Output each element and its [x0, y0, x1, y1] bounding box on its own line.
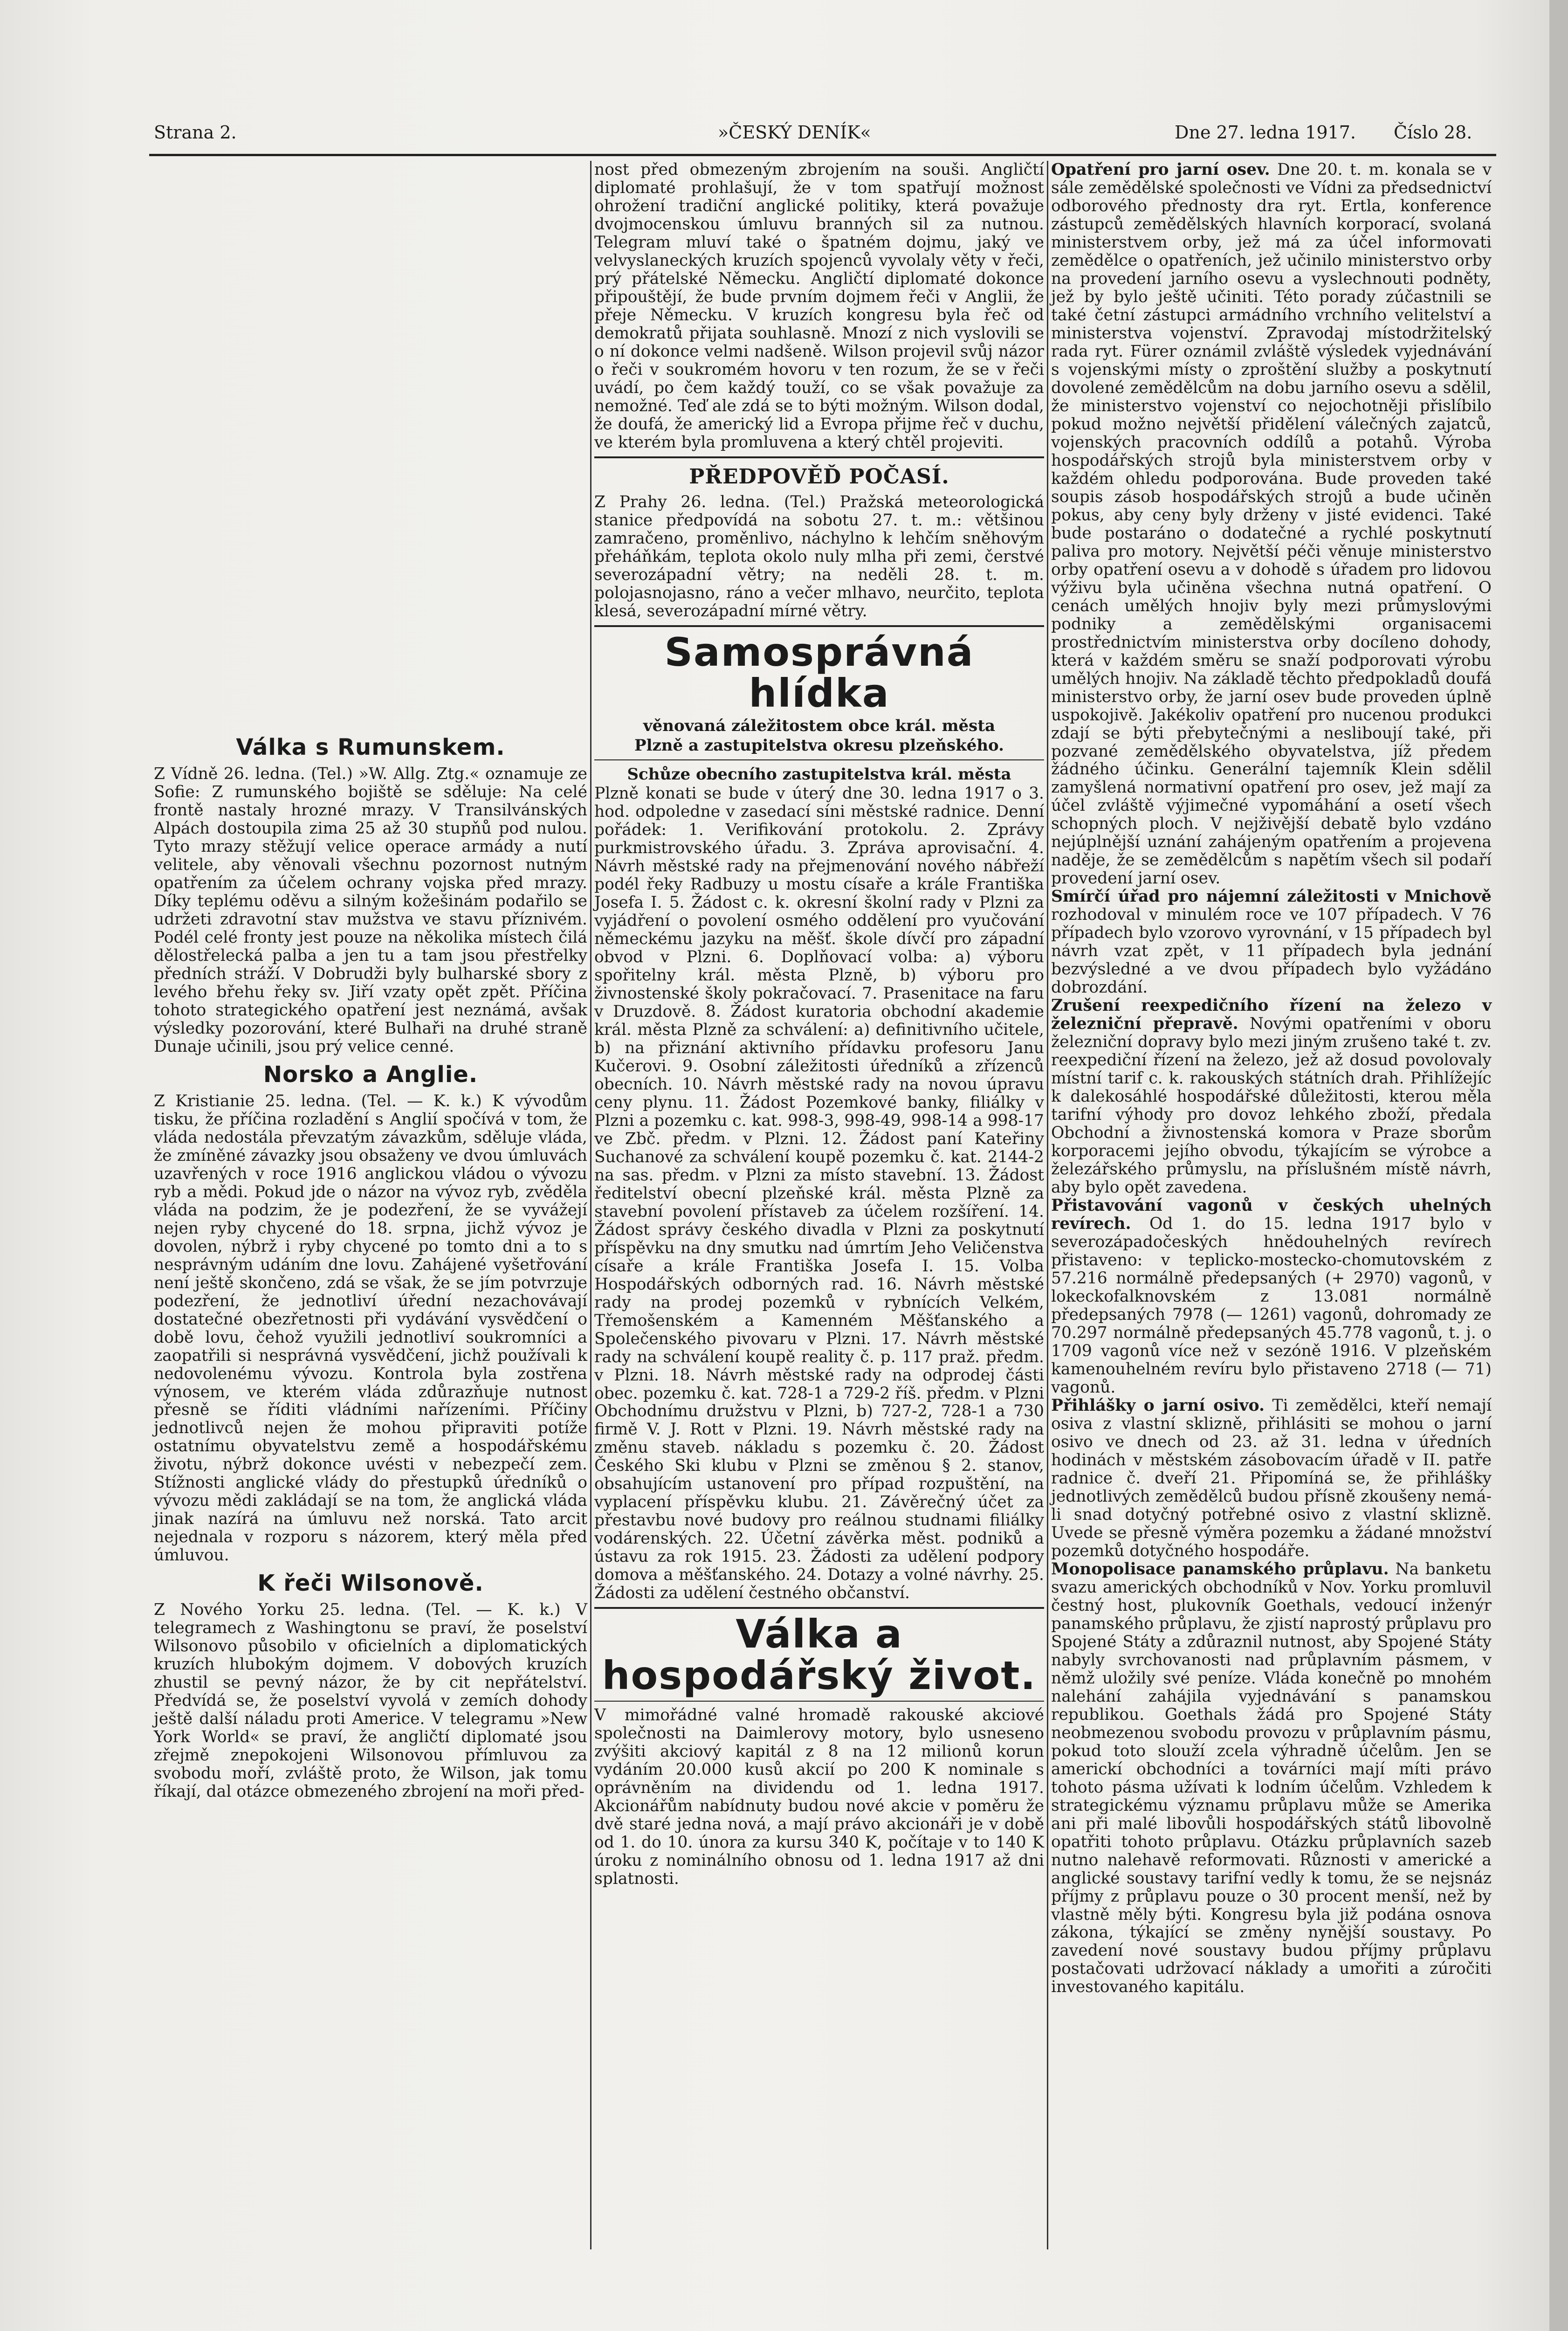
- news-item: [1051, 1397, 1492, 1560]
- news-item: [1051, 997, 1492, 1197]
- section-rule: [594, 1701, 1044, 1702]
- meeting-agenda: Plzně konati se bude v úterý dne 30. ledna 1917 o 3. hod. odpoledne v zasedací síni městské radnice. Denní pořádek: 1. Verifikování protokolu. 2. Zprávy purkmistrovského úřadu. 3. Zpráva aprovisační. 4. Návrh městské rady na přejmenování nového nábřeží podél řeky Radbuzy u mostu císaře a krále Františka Josefa I. 5. Žádost c. k. okresní školní rady v Plzni za vyjádření o povolení osmého oddělení pro vyučování německému jazyku na měšť. škole dívčí pro západní obvod v Plzni. 6. Doplňovací volba: a) výboru spořitelny král. města Plzně, b) výboru pro živnostenské školy pokračovací. 7. Prasenitace na faru v Druzdově. 8. Žádost kuratoria obchodní akademie král. města Plzně za schválení: a) definitivního učitele, b) na přiznání aktivního přídavku profesoru Janu Kučerovi. 9. Osobní záležitosti úředníků a zřízenců obecních. 10. Návrh městské rady na novou úpravu ceny plynu. 11. Žádost Pozemkové banky, filiálky v Plzni a pozemku c. kat. 998-3, 998-49, 998-14 a 998-17 ve Zbč. předm. v Plzni. 12. Žádost paní Kateřiny Suchanové za schválení koupě pozemku č. kat. 2144-2 na sas. předm. v Plzni za místo stavební. 13. Žádost ředitelství obecní plzeňské král. města Plzně za stavební povolení přístaveb za účelem rozšíření. 14. Žádost správy českého divadla v Plzni za poskytnutí příspěvku na dny smutku nad úmrtím Jeho Veličenstva císaře a krále Františka Josefa I. 15. Volba Hospodářských odborných rad. 16. Návrh městské rady na prodej pozemků v rybnících Velkém, Třemošenském a Kamenném Měšťanského a Společenského pivovaru v Plzni. 17. Návrh městské rady na schválení koupě reality č. p. 117 praž. předm. v Plzni. 18. Návrh městské rady na odprodej části obec. pozemku č. kat. 728-1 a 729-2 říš. předm. v Plzni Obchodnímu družstvu v Plzni, b) 727-2, 728-1 a 730 firmě V. J. Rott v Plzni. 19. Návrh městské rady na změnu staveb. nákladu s pozemku č. 20. Žádost Českého Ski klubu v Plzni se změnou § 2. stanov, obsahujícím ustanovení pro případ rozpuštění, na vyplacení příspěvku klubu. 21. Závěrečný účet za přestavbu nové budovy pro reálnou studnami filiálky vodárenských. 22. Účetní závěrka měst. podniků a ústavu za rok 1915. 23. Žádosti za udělení podpory domova a měšťanského. 24. Dotazy a volné návrhy. 25. Žádosti za udělení čestného občanství.: [594, 784, 1045, 1603]
- news-item-lead: Přihlášky o jarní osivo.: [1051, 1396, 1265, 1415]
- section-subtitle: věnovaná záležitostem obce král. města: [643, 717, 996, 736]
- column-rule-left: [590, 161, 591, 2249]
- column-middle: [594, 161, 1044, 2253]
- news-item-text: Na banketu svazu amerických obchodníků v Nov. Yorku promluvil čestný host, plukovník Goethals, vedoucí inženýr panamského průplavu, že zjistí naprostý průplavu pro Spojené Státy a zdůraznil nutnost, aby Spojené Státy nabyly svrchovanosti nad průplavním pásmem, v němž uložily své peníze. Vláda konečně po mnohém nalehání zahájila vyjednávání s panamskou republikou. Goethals žádá pro Spojené Státy neobmezenou svobodu provozu v průplavním pásmu, pokud toto slouží zcela výhradně účelům. Jen se americkí obchodníci a továrníci mají míti právo tohoto pásma užívati k lodním účelům. Vzhledem k strategickému významu průplavu může se Amerika ani při malé libovůli hospodářských států libovolně opatřiti tohoto průplavu. Otázku průplavních sazeb nutno nalehavě reformovati. Různosti v americké a anglické soustavy tarifní vedly k tomu, že se nejsnáz příjmy z průplavu pouze o 30 procent menší, než by vlastně měly býti. Kongresu byla již podána osnova zákona, týkající se změny nynější soustavy. Po zavedení nové soustavy budou příjmy průplavu postačovati udržovací náklady a umořiti a zúročiti investovaného kapitálu.: [1051, 1559, 1492, 1997]
- news-item-lead: Smírčí úřad pro nájemní záležitosti v Mnichově: [1051, 887, 1492, 906]
- weather-title: PŘEDPOVĚĎ POČASÍ.: [689, 464, 949, 489]
- section-subtitle: Plzně a zastupitelstva okresu plzeňského.: [634, 736, 1004, 755]
- article-title-rumunsko: Válka s Rumunskem.: [236, 734, 505, 760]
- issue-number: Číslo 28.: [1394, 122, 1472, 143]
- section-title-hlidka: Samosprávná hlídka: [664, 629, 974, 716]
- column-right: [1051, 161, 1492, 2253]
- header-rule: [149, 154, 1496, 156]
- article-body-wilson: Z Nového Yorku 25. ledna. (Tel. — K. k.) V telegramech z Washingtonu se praví, že poselství Wilsonovo působilo v oficielních a diplomatických kruzích hlubokým dojmem. V dobových kruzích zhustil se pevný názor, že by cit nepřátelství. Předvídá se, že poselství vyvolá v zemích dohody ještě další náladu proti Americe. V telegramu »New York World« se praví, že angličtí diplomaté jsou zřejmě znepokojeni Wilsonovou přímluvou za svobodu moří, zvláště proto, že Wilson, jak tomu říkají, dal otázce obmezeného zbrojení na moři před-: [154, 1600, 587, 1801]
- section-rule: [594, 625, 1044, 627]
- blank-area: [154, 161, 587, 729]
- section-rule: [594, 1607, 1044, 1609]
- page-header: [154, 122, 1492, 150]
- page-number: Strana 2.: [154, 122, 237, 143]
- issue-date: Dne 27. ledna 1917.: [1175, 122, 1356, 143]
- news-item-lead: Přistavování vagonů v českých uhelných revírech.: [1051, 1196, 1492, 1234]
- news-item: [1051, 1560, 1492, 1997]
- news-item-lead: Monopolisace panamského průplavu.: [1051, 1559, 1389, 1579]
- news-item-text: Dne 20. t. m. konala se v sále zemědělské společnosti ve Vídni za předsednictví odborového přednosty dra ryt. Ertla, konference zástupců zemědělských hlavních korporací, svolaná ministerstvem orby, jež má za účel informovati zemědělce o opatřeních, jež učinilo ministerstvo orby na provedení jarního osevu a vyslechnouti podněty, jež by bylo ještě učiniti. Této porady zúčastnili se také četní zástupci armádního vrchního velitelství a ministerstva vojenství. Zpravodaj místodržitelský rada ryt. Fürer oznámil zvláště výsledek vyjednávání s vojenskými místy o zproštění služby a poskytnutí dovolené zemědělcům na dobu jarního osevu a sdělil, že ministerstvo vojenství co nejochotněji přislíbilo pokud možno největší přidělení válečných zajatců, vojenských pracovních oddílů a potahů. Výroba hospodářských strojů byla ministerstvem orby v každém ohledu podporována. Bude proveden také soupis zásob hospodářských strojů a bude učiněn pokus, aby ceny byly drženy v jisté evidenci. Také bude postaráno o dodatečné a rychlé poskytnutí paliva pro motory. Největší péči věnuje ministerstvo orby opatření osevu a v dohodě s úřadem pro lidovou výživu byla učiněna všechna nutná opatření. O cenách umělých hnojiv byly mezi průmyslovými podniky a zemědělskými organisacemi prostřednictvím ministerstva orby docíleno dohody, která v každém směru se snaží podporovati výrobu umělých hnojiv. Na základě těchto předpokladů doufá ministerstvo orby, že jarní osev bude proveden úplně uspokojivě. Jakékoliv opatření pro nucenou produkci zdají se býti přebytečnými a nesliboují také, při pozvané zemědělského obyvatelstva, jíž předem žádného účinku. Generální tajemník Klein sdělil zamyšlená normativní opatření pro osev, jež mají za účel zvláště výjimečné vypomáhání a osetí všech schopných ploch. V nejživější debatě bylo vzdáno nejúplnější uznání zahájeným opatřením a projevena naděje, že se zemědělcům s napětím všech sil podaří provedení jarní osev.: [1051, 160, 1492, 888]
- article-title-norsko: Norsko a Anglie.: [263, 1061, 478, 1088]
- scan-edge: [1549, 0, 1568, 2331]
- news-item: [1051, 1197, 1492, 1397]
- news-item: [1051, 161, 1492, 888]
- article-body-norsko: Z Kristianie 25. ledna. (Tel. — K. k.) K vývodům tisku, že příčina rozladění s Anglií spočívá v tom, že vláda nedostála převzatým závazkům, sděluje vláda, že zmíněné závazky jsou obsaženy ve dvou úmluvách uzavřených v roce 1916 anglickou vládou o vývozu ryb a mědi. Pokud jde o názor na vývoz ryb, zvěděla vláda na podzim, že je podezření, že se vyvážejí nejen ryby chycené do 18. srpna, jichž vývoz je dovolen, nýbrž i ryby chycené po tomto dni a to s nesprávným udáním dne lovu. Zahájené vyšetřování není ještě skončeno, zdá se však, že se jím potvrzuje podezření, že jednotliví úřední nezachovávají dostatečné obezřetnosti při vydávání vysvědčení o době lovu, čehož využili jednotliví soukromníci a zaopatřili si nesprávná vysvědčení, jichž používali k nedovolenému vývozu. Kontrola byla zostřena výnosem, ve kterém vláda zdůrazňuje nutnost přesně se říditi vládními nařízeními. Příčiny jednotlivců nejen že mohou připraviti potíže ostatnímu obyvatelstvu země a hospodářskému životu, nýbrž dokonce uvésti v nebezpečí zem. Stížnosti anglické vlády do přestupků úředníků o vývozu mědi zakládají se na tom, že anglická vláda jinak nazírá na úmluvu než norská. Tato arcit nejednala v rozporu s názorem, který měla před úmluvou.: [154, 1091, 587, 1565]
- weather-body: Z Prahy 26. ledna. (Tel.) Pražská meteorologická stanice předpovídá na sobotu 27. t. m.: většinou zamračeno, proměnlivo, náchylno k lehčím sněhovým přeháňkám, teplota okolo nuly mlha při zemi, čerstvé severozápadní větry; na neděli 28. t. m. polojasnojasno, ráno a večer mlhavo, neurčito, teplota klesá, severozápadní mírné větry.: [594, 492, 1044, 621]
- article-body-daimler: V mimořádné valné hromadě rakouské akciové společnosti na Daimlerovy motory, bylo usneseno zvýšiti akciový kapitál z 8 na 12 milionů korun vydáním 20.000 kusů akcií po 200 K nominale s oprávněním na dividendu od 1. ledna 1917. Akcionářům nabídnuty budou nové akcie v poměru že dvě staré jedna nová, a mají právo akcionáři je v době od 1. do 10. února za kursu 340 K, počítaje v to 140 K úroku z nominálního obnosu od 1. ledna 1917 až dni splatnosti.: [594, 1705, 1044, 1888]
- article-body-wilson-cont: nost před obmezeným zbrojením na souši. Angličtí diplomaté prohlašují, že v tom spatřují možnost ohrožení tradiční anglické politiky, která považuje dvojmocenskou úmluvu branných sil za nutnou. Telegram mluví také o špatném dojmu, jaký ve velvyslaneckých kruzích spojenců vyvolaly věty v řeči, prý přátelské Německu. Angličtí diplomaté dokonce připouštějí, že bude prvním dojmem řeči v Anglii, že přeje Německu. V kruzích kongresu byla řeč od demokratů přijata souhlasně. Mnozí z nich vyslovili se o ní dokonce velmi nadšeně. Wilson projevil svůj názor o řeči v soukromém hovoru v ten rozum, že se v řeči uvádí, po čem každý touží, co se však považuje za nemožné. Teď ale zdá se to býti možným. Wilson dodal, že doufá, že americký lid a Evropa přijme řeč v duchu, ve kterém byla promluvena a který chtěl projeviti.: [594, 160, 1044, 452]
- meeting-heading: Schůze obecního zastupitelstva král. města: [627, 765, 1011, 784]
- news-item: [1051, 888, 1492, 997]
- news-item-text: Od 1. do 15. ledna 1917 bylo v severozápadočeských hnědouhelných revírech přistaveno: v teplicko-mostecko-chomutovském z 57.216 normálně předepsaných (+ 2970) vagonů, v lokeckofalknovském z 13.081 normálně předepsaných 7978 (— 1261) vagonů, dohromady ze 70.297 normálně předepsaných 45.778 vagonů, t. j. o 1709 vagonů více než v sezóně 1916. V plzeňském kamenouhelném revíru bylo přistaveno 2718 (— 71) vagonů.: [1051, 1214, 1492, 1397]
- masthead-name: »ČESKÝ DENÍK«: [718, 122, 871, 143]
- section-title-valka: Válka a hospodářský život.: [602, 1611, 1037, 1698]
- article-title-wilson: K řeči Wilsonově.: [257, 1570, 484, 1597]
- section-rule: [594, 759, 1044, 760]
- article-body-rumunsko: Z Vídně 26. ledna. (Tel.) »W. Allg. Ztg.« oznamuje ze Sofie: Z rumunského bojiště se sděluje: Na celé frontě nastaly hrozné mrazy. V Transilvánských Alpách dostoupila zima 25 až 30 stupňů pod nulou. Tyto mrazy stěžují velice operace armády a nutí velitele, aby věnovali všechnu pozornost nutným opatřením za účelem ochrany vojska před mrazy. Díky teplému oděvu a silným kožešinám podařilo se udržeti zdravotní stav mužstva ve stavu příznivém. Podél celé fronty jest pouze na několika místech čilá dělostřelecká palba a jen tu a tam jsou přestřelky předních stráží. V Dobrudži byly bulharské sbory z levého břehu řeky sv. Jiří vzaty opět zpět. Příčina tohoto strategického opatření jest neznámá, avšak výsledky pozorování, které Bulhaři na druhé straně Dunaje učinili, jsou prý velice cenné.: [154, 765, 587, 1056]
- news-item-text: rozhodoval v minulém roce ve 107 případech. V 76 případech bylo vzorovo vyrovnání, v 15 případech byl návrh vzat zpět, v 11 případech byla jednání bezvýsledné a ve dvou případech bylo vyžádáno dobrozdání.: [1051, 905, 1492, 997]
- column-left: [154, 161, 587, 2253]
- news-item-lead: Opatření pro jarní osev.: [1051, 160, 1270, 179]
- news-item-lead: Zrušení reexpedičního řízení na železo v železniční přepravě.: [1051, 996, 1492, 1034]
- section-rule: [594, 456, 1044, 458]
- column-rule-right: [1047, 161, 1048, 2249]
- news-item-text: Novými opatřeními v oboru železniční dopravy bylo mezi jiným zrušeno také t. zv. reexpediční řízení na železo, jež až dosud povolovaly místní tarif c. k. rakouských státních drah. Přihlížejíc k dalekosáhlé hospodářské důležitosti, kterou měla tarifní výhody pro dovoz lehkého zboží, předala Obchodní a živnostenská komora v Praze sborům korporacemi jejího obvodu, týkajícím se výrobce a železářského průmyslu, na příslušném místě návrh, aby bylo opět zavedena.: [1051, 1014, 1492, 1197]
- news-item-text: Ti zemědělci, kteří nemají osiva z vlastní sklizně, přihlásiti se mohou o jarní osivo ve dnech od 23. až 31. ledna v úředních hodinách v městském zásobovacím úřadě v II. patře radnice č. dveří 21. Připomíná se, že přihlášky jednotlivých zemědělců budou přísně zkoušeny nemá-li snad dotyčný potřebné osivo z vlastní sklizně. Uvede se přesně výměra pozemku a žádané množství pozemků dotyčného hospodáře.: [1051, 1396, 1492, 1560]
